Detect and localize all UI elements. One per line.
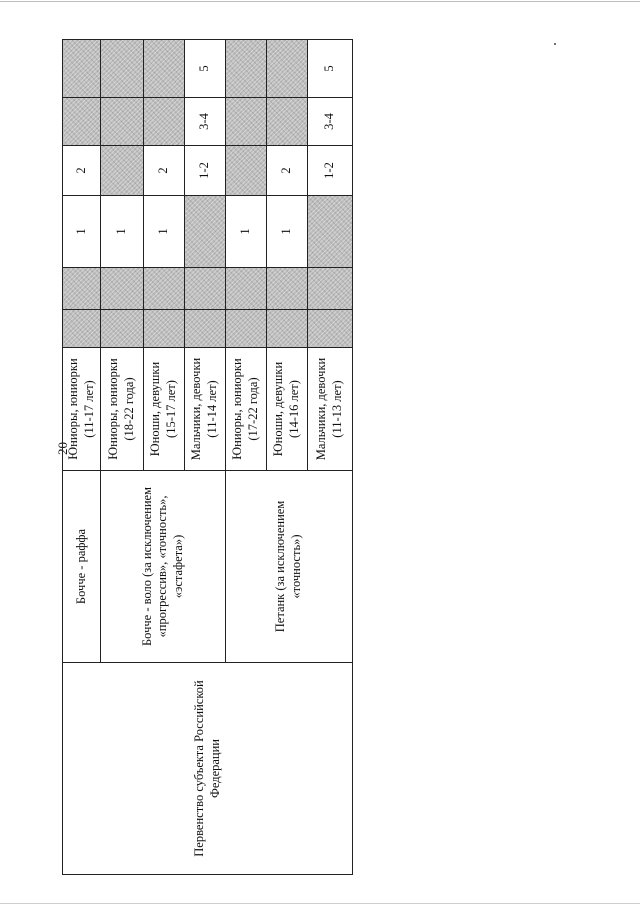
place-cell: 5 xyxy=(308,40,353,98)
scan-speck xyxy=(554,43,556,45)
shaded-cell xyxy=(101,98,144,146)
shaded-cell xyxy=(267,40,308,98)
shaded-cell xyxy=(267,98,308,146)
shaded-cell xyxy=(267,268,308,310)
shaded-cell xyxy=(144,268,185,310)
place-cell: 5 xyxy=(185,40,226,98)
shaded-cell xyxy=(101,310,144,348)
shaded-cell xyxy=(185,196,226,268)
discipline-cell: Бочче - раффа xyxy=(63,471,101,663)
shaded-cell xyxy=(226,268,267,310)
shaded-cell xyxy=(63,268,101,310)
place-cell: 1 xyxy=(63,196,101,268)
place-cell: 1-2 xyxy=(185,146,226,196)
age-group-cell: Юноши, девушки (14-16 лет) xyxy=(267,348,308,471)
table-body xyxy=(63,40,353,875)
age-group-cell: Юноши, девушки (15-17 лет) xyxy=(144,348,185,471)
place-cell: 2 xyxy=(267,146,308,196)
place-cell: 1 xyxy=(267,196,308,268)
shaded-cell xyxy=(308,268,353,310)
shaded-cell xyxy=(267,310,308,348)
shaded-cell xyxy=(63,40,101,98)
scan-edge-bottom xyxy=(0,903,640,904)
shaded-cell xyxy=(308,310,353,348)
age-group-cell: Юниоры, юниорки (11-17 лет) xyxy=(63,348,101,471)
shaded-cell xyxy=(144,98,185,146)
age-group-cell: Юниоры, юниорки (18-22 года) xyxy=(101,348,144,471)
shaded-cell xyxy=(185,268,226,310)
shaded-cell xyxy=(226,40,267,98)
page-number: 20 xyxy=(55,442,70,456)
place-cell: 2 xyxy=(63,146,101,196)
shaded-cell xyxy=(226,98,267,146)
shaded-cell xyxy=(101,268,144,310)
place-cell: 1 xyxy=(144,196,185,268)
age-group-cell: Мальчики, девочки (11-13 лет) xyxy=(308,348,353,471)
place-cell: 1-2 xyxy=(308,146,353,196)
shaded-cell xyxy=(144,40,185,98)
scan-edge-top xyxy=(0,1,640,2)
place-cell: 2 xyxy=(144,146,185,196)
discipline-cell: Петанк (за исключением «точность») xyxy=(226,471,353,663)
table-row xyxy=(63,40,101,875)
shaded-cell xyxy=(226,146,267,196)
competition-cell: Первенство субъекта Российской Федерации xyxy=(63,663,353,875)
place-cell: 3-4 xyxy=(185,98,226,146)
shaded-cell xyxy=(101,146,144,196)
place-cell: 1 xyxy=(101,196,144,268)
discipline-cell: Бочче - воло (за исключением «прогрессив», «точность», «эстафета») xyxy=(101,471,226,663)
shaded-cell xyxy=(101,40,144,98)
age-group-cell: Мальчики, девочки (11-14 лет) xyxy=(185,348,226,471)
shaded-cell xyxy=(63,98,101,146)
age-group-cell: Юниоры, юниорки (17-22 года) xyxy=(226,348,267,471)
place-cell: 3-4 xyxy=(308,98,353,146)
shaded-cell xyxy=(226,310,267,348)
shaded-cell xyxy=(185,310,226,348)
shaded-cell xyxy=(63,310,101,348)
rotated-table-container xyxy=(62,40,352,875)
shaded-cell xyxy=(144,310,185,348)
ranks-table xyxy=(62,39,353,875)
place-cell: 1 xyxy=(226,196,267,268)
shaded-cell xyxy=(308,196,353,268)
